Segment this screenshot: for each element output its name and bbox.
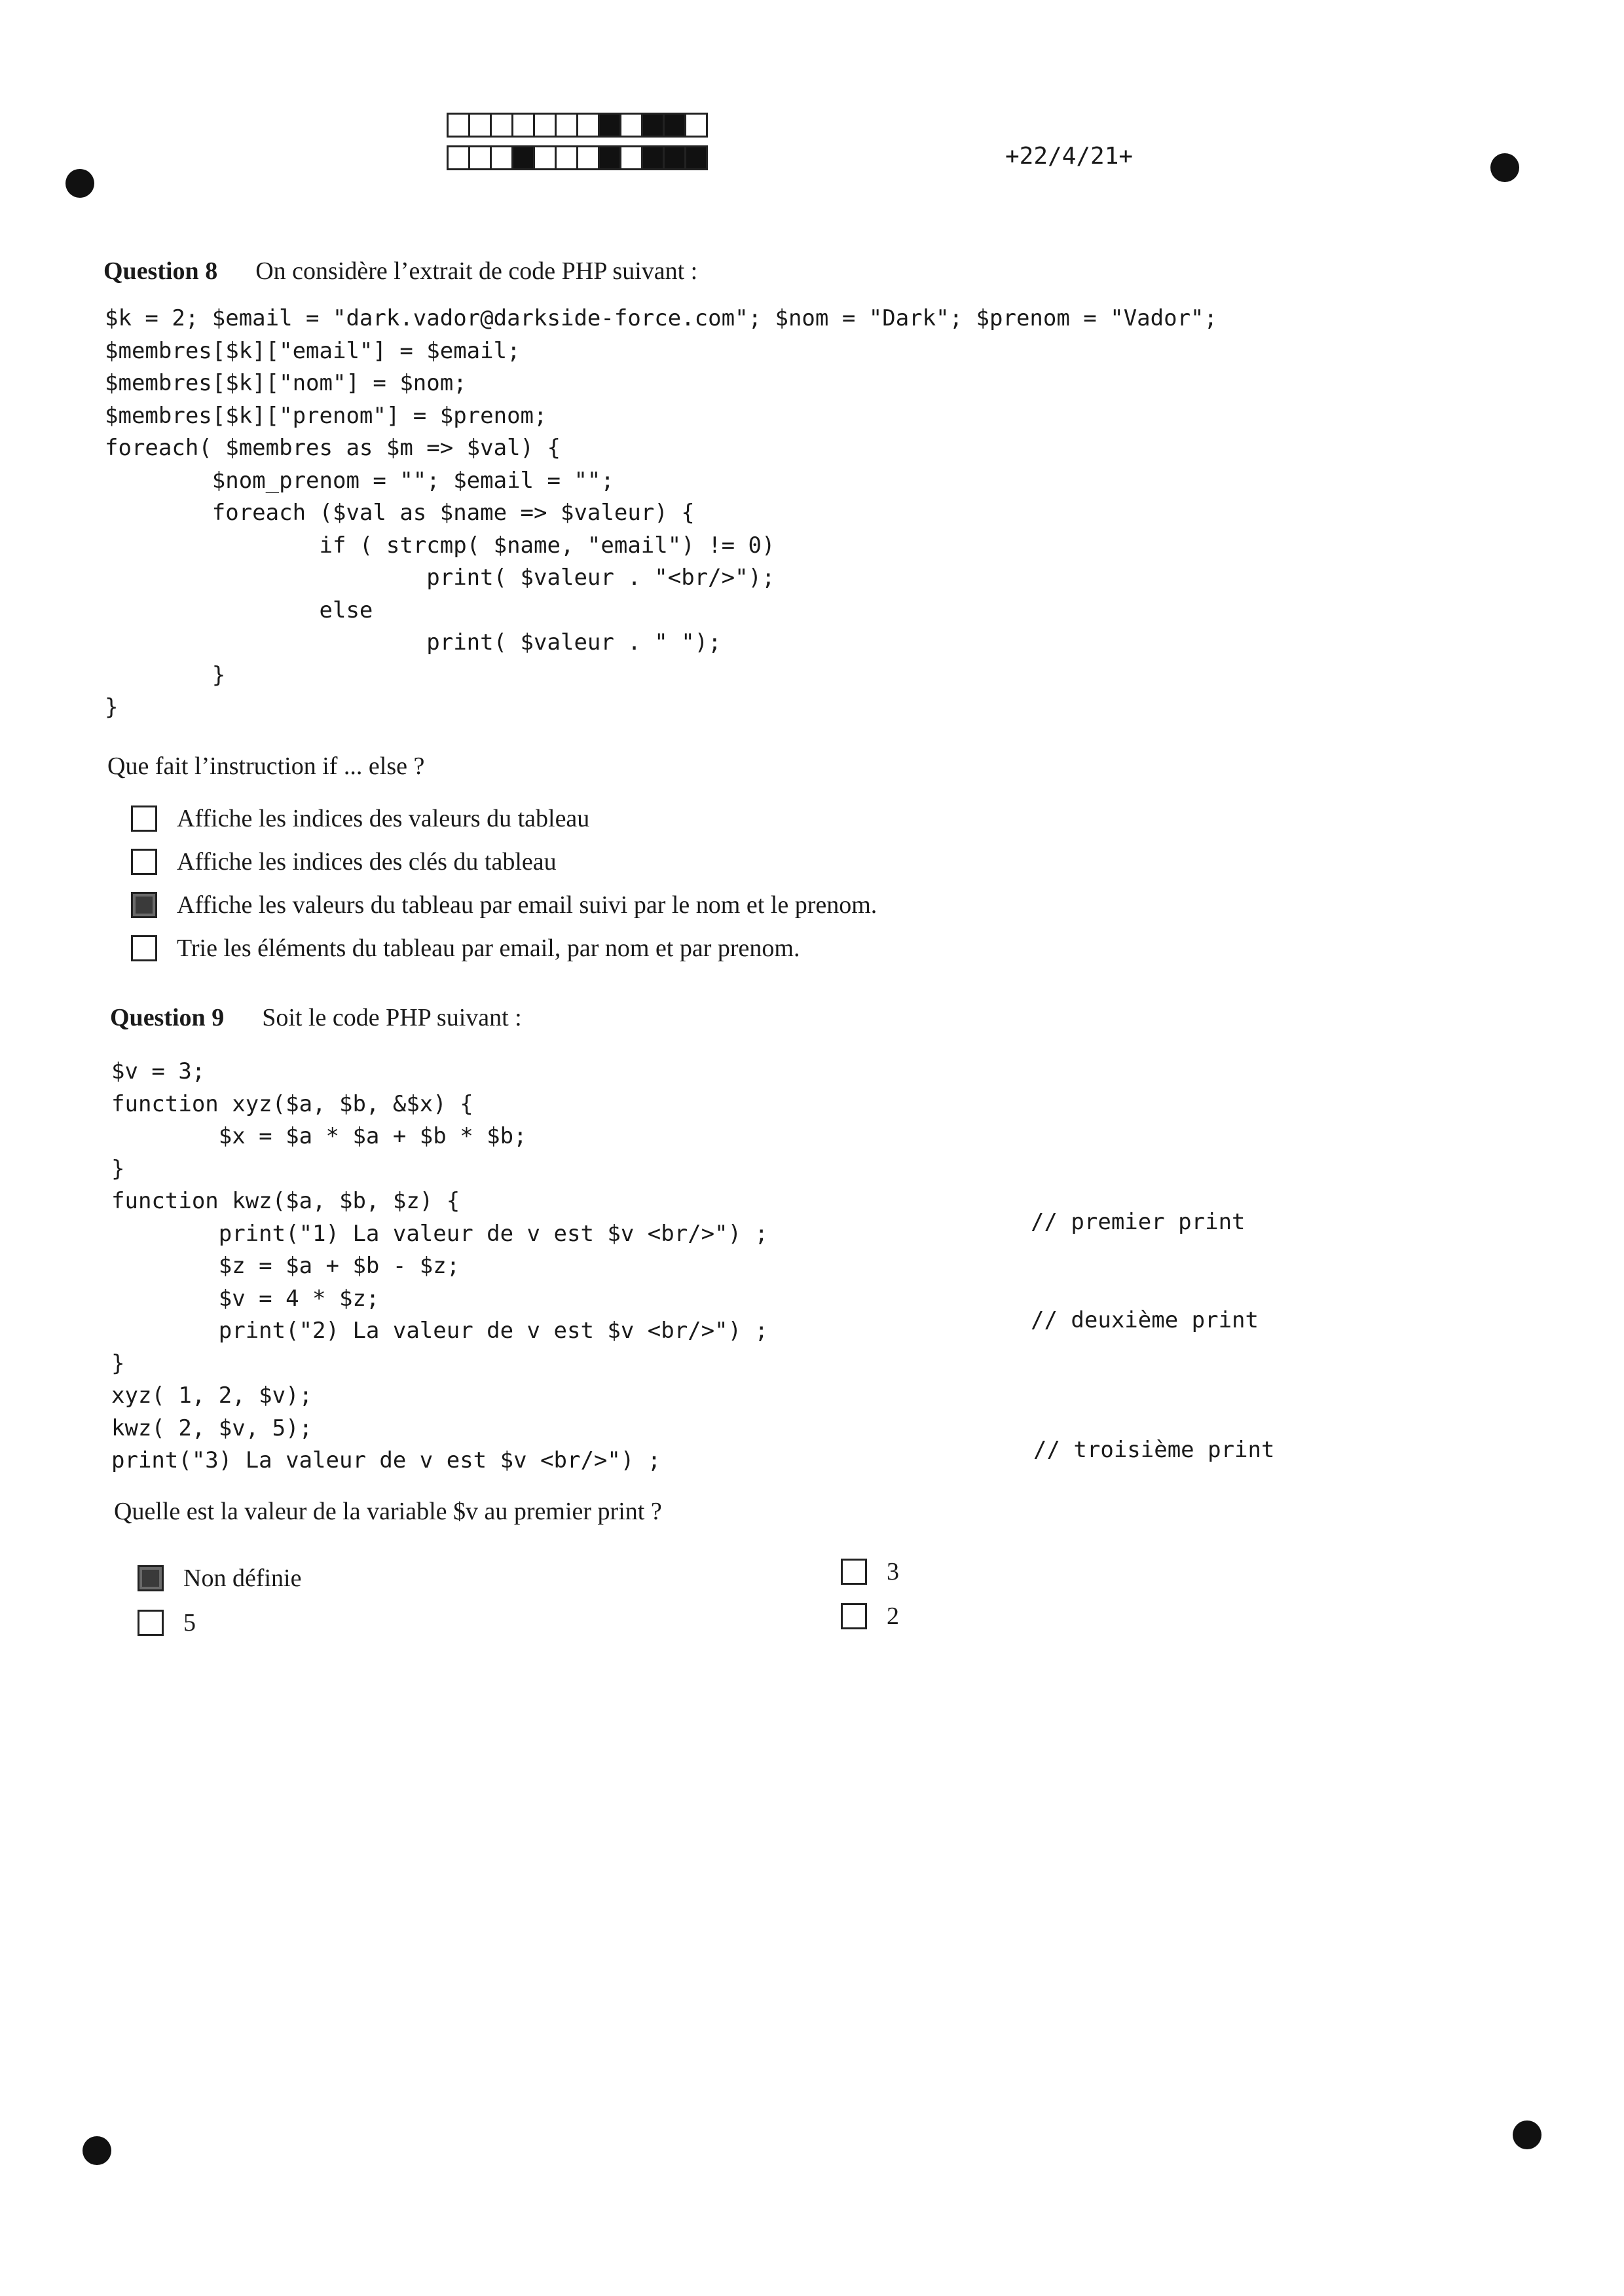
id-grid-cell [555,113,578,138]
choice-label: Trie les éléments du tableau par email, par nom et par prenom. [177,935,800,962]
id-grid-cell [576,113,600,138]
question-intro: Soit le code PHP suivant : [262,1004,522,1031]
checkbox[interactable] [131,935,157,961]
id-grid-cell [533,145,557,170]
question-9-prompt: Quelle est la valeur de la variable $v au premier print ? [114,1498,662,1525]
question-9-choice-2[interactable] [138,1608,196,1637]
question-8-choice-1[interactable] [131,804,589,833]
choice-label: 2 [887,1602,899,1630]
page-id: +22/4/21+ [1005,143,1134,170]
id-grid-cell [598,113,621,138]
question-intro: On considère l’extrait de code PHP suivant : [255,257,698,285]
id-grid-cell [533,113,557,138]
question-8-choice-3[interactable] [131,891,877,919]
choice-label: 3 [887,1558,899,1585]
choice-label: Affiche les indices des valeurs du tableau [177,805,590,832]
question-9-choice-4[interactable] [841,1602,899,1631]
comment-deuxieme-print: // deuxième print [1031,1307,1259,1333]
choice-label: Affiche les valeurs du tableau par email suivi par le nom et le prenom. [177,891,877,919]
checkbox[interactable] [131,892,157,918]
question-9-choice-1[interactable] [138,1564,301,1593]
id-grid-cell [511,113,535,138]
registration-mark-bottom-left [83,2136,111,2165]
question-8-choice-2[interactable] [131,847,557,876]
id-grid-cell [468,145,492,170]
registration-mark-top-right [1490,153,1519,182]
id-grid-cell [684,145,708,170]
id-grid-cell [598,145,621,170]
checkbox[interactable] [138,1565,164,1591]
question-label: Question 9 [110,1004,225,1031]
registration-mark-bottom-right [1513,2120,1541,2149]
checkbox[interactable] [131,849,157,875]
id-grid-cell [490,113,513,138]
id-grid-row-2 [447,145,706,170]
id-grid-cell [511,145,535,170]
checkbox[interactable] [131,805,157,832]
question-8-prompt: Que fait l’instruction if ... else ? [107,752,425,780]
registration-mark-top-left [65,169,94,198]
id-grid-cell [555,145,578,170]
id-grid-cell [619,145,643,170]
comment-premier-print: // premier print [1031,1209,1246,1235]
comment-troisieme-print: // troisième print [1033,1437,1275,1463]
id-grid-cell [684,113,708,138]
id-grid-cell [447,113,470,138]
checkbox[interactable] [841,1559,867,1585]
question-8-header [103,257,697,286]
question-8-choice-4[interactable] [131,934,800,963]
choice-label: Non définie [183,1565,302,1592]
choice-label: Affiche les indices des clés du tableau [177,848,557,876]
id-grid-cell [663,113,686,138]
id-grid-cell [468,113,492,138]
id-grid-cell [641,113,665,138]
question-label: Question 8 [103,257,218,285]
checkbox[interactable] [841,1603,867,1629]
question-9-header [110,1003,522,1032]
id-grid-cell [641,145,665,170]
question-8-code: $k = 2; $email = "dark.vador@darkside-force.com"; $nom = "Dark"; $prenom = "Vador"; $membres[$k]["email"] = $email; $membres[$k]["nom"] = $nom; $membres[$k]["prenom"] = $prenom; foreach( $membres as $m => $val) { $nom_prenom = ""; $email = ""; foreach ($val as $name => $valeur) { if ( strcmp( $name, "email") != 0) print( $valeur . "<br/>"); else print( $valeur . " "); } } [105,305,1217,720]
question-9-choice-3[interactable] [841,1557,899,1586]
id-grid-row-1 [447,113,706,138]
question-9-code: $v = 3; function xyz($a, $b, &$x) { $x = $a * $a + $b * $b; } function kwz($a, $b, $z) { print("1) La valeur de v est $v <br/>") ; $z = $a + $b - $z; $v = 4 * $z; print("2) La valeur de v est $v <br/>") ; } xyz( 1, 2, $v); kwz( 2, $v, 5); print("3) La valeur de v est $v <br/>") ; [111,1058,769,1473]
id-grid-cell [447,145,470,170]
checkbox[interactable] [138,1610,164,1636]
choice-label: 5 [183,1609,196,1637]
id-grid-cell [619,113,643,138]
id-grid-cell [490,145,513,170]
id-grid-cell [576,145,600,170]
id-grid-cell [663,145,686,170]
